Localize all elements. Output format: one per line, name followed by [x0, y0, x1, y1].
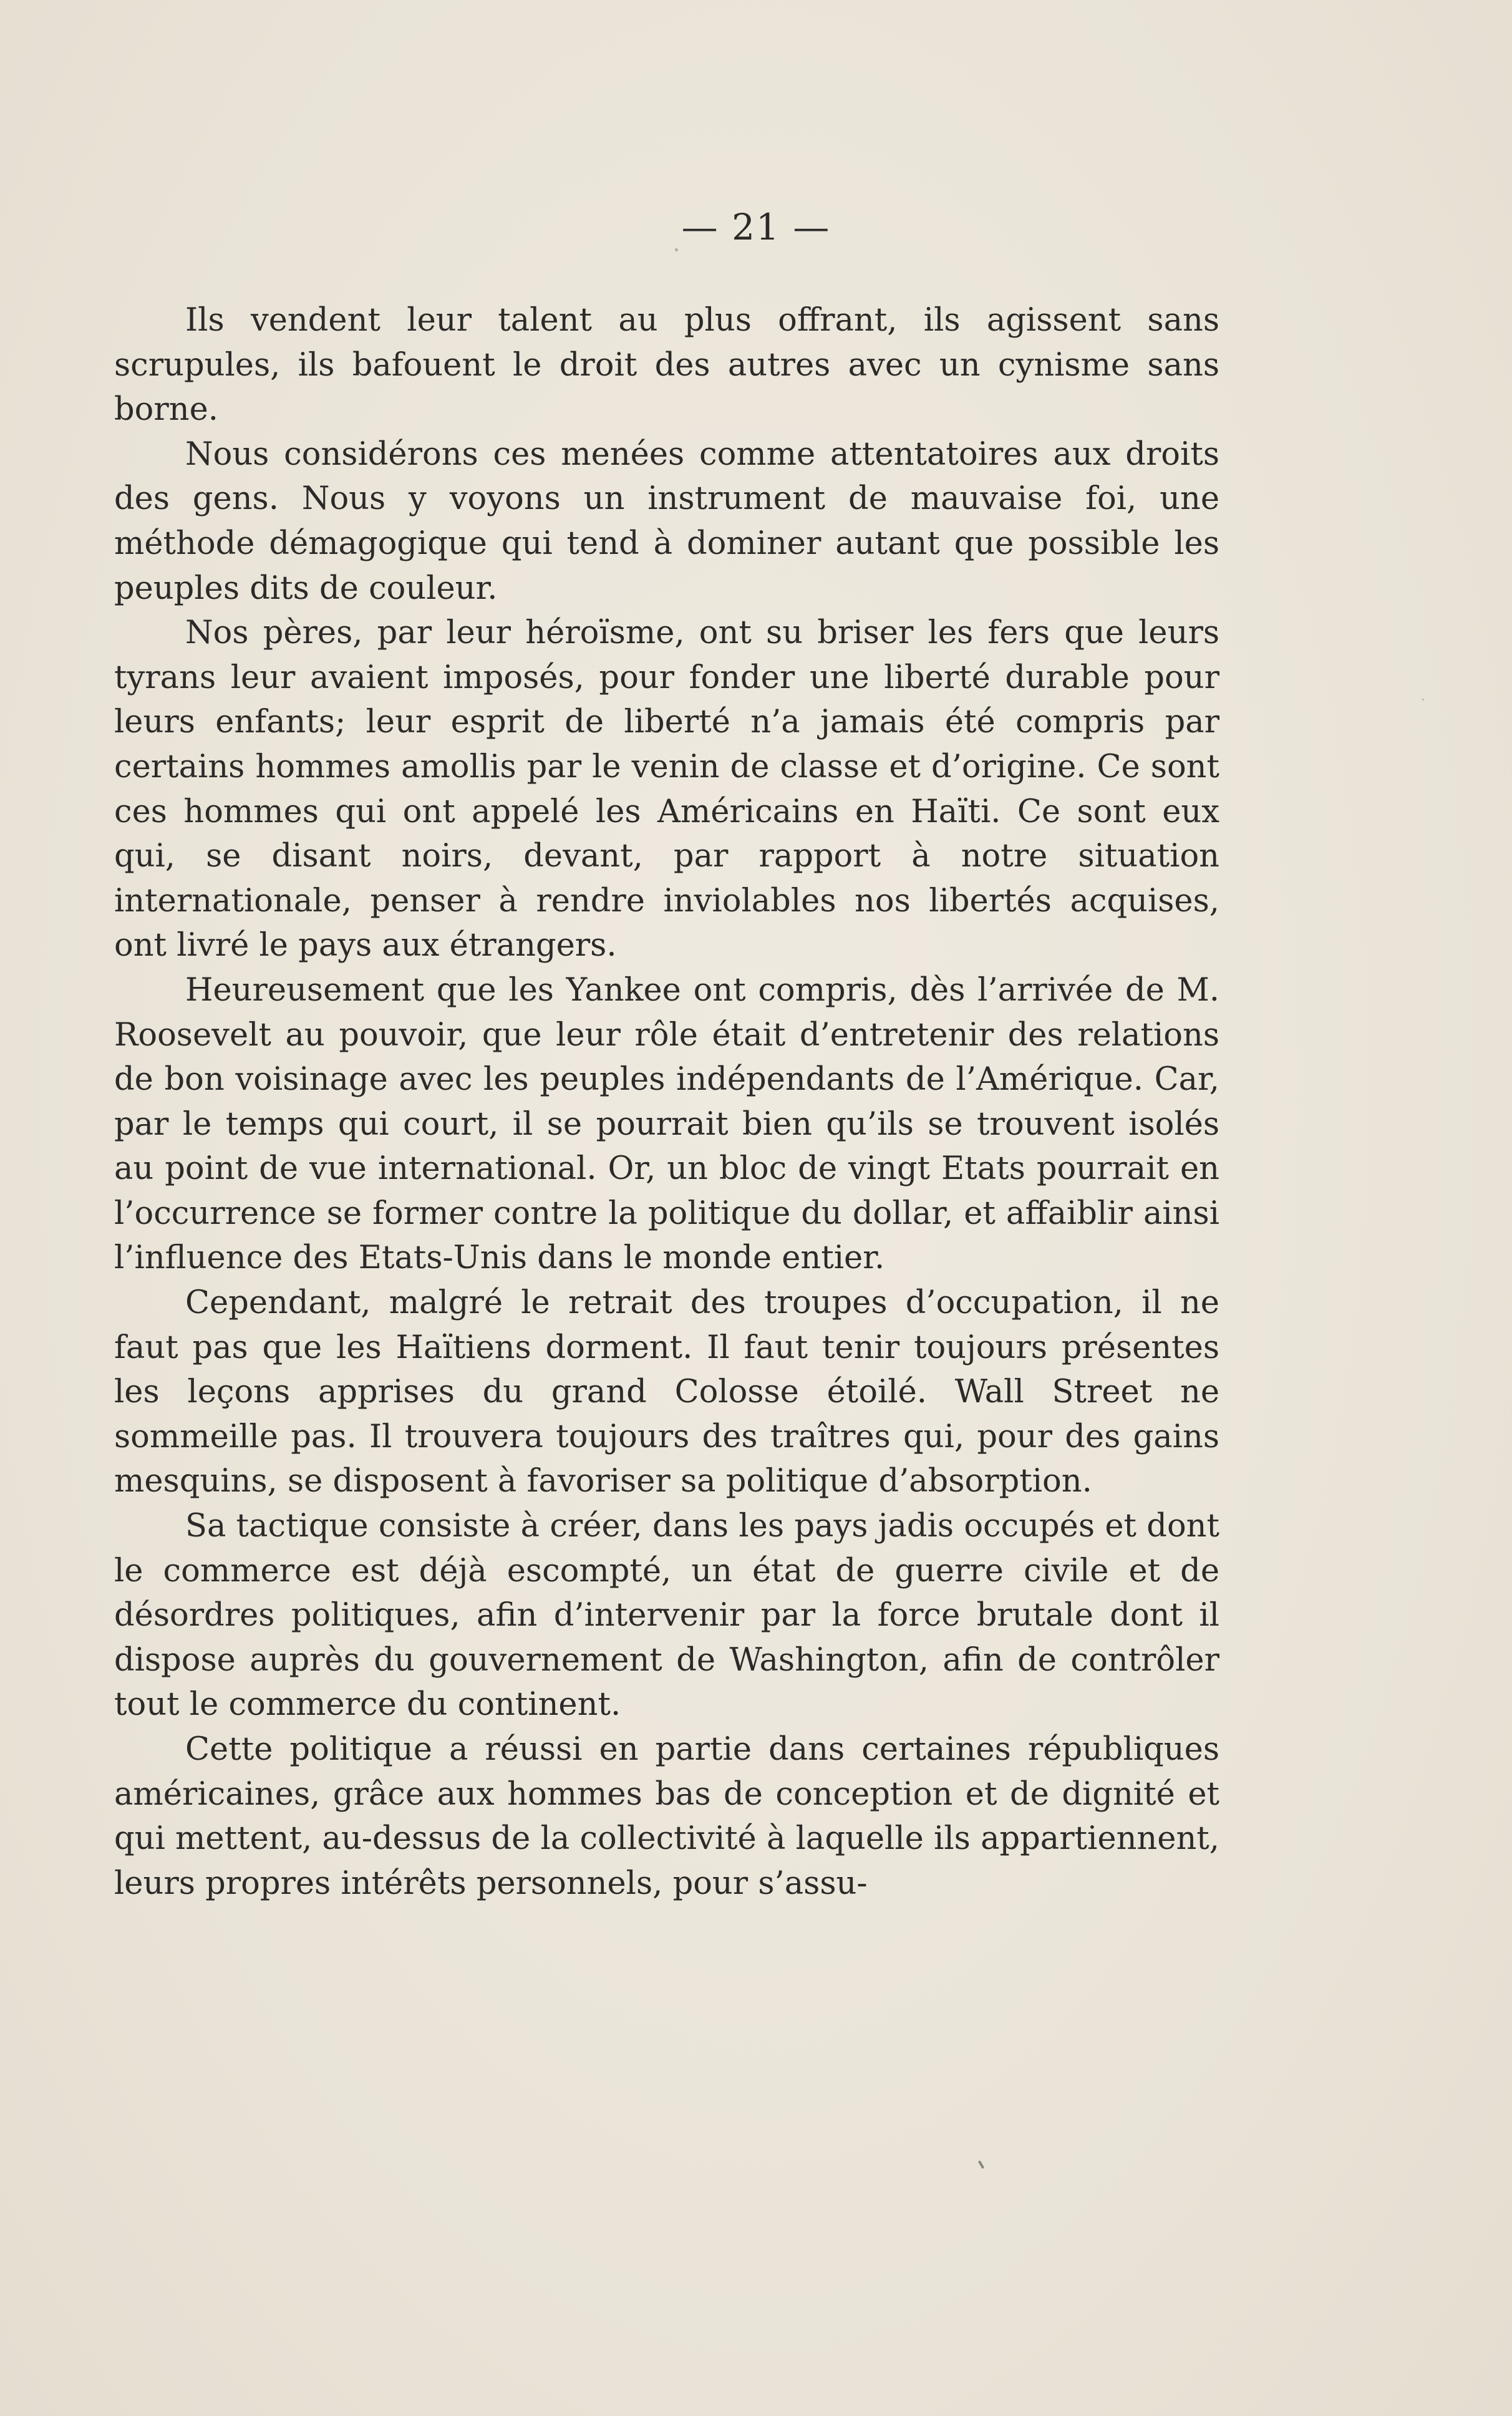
paragraph: Nos pères, par leur héroïsme, ont su briser les fers que leurs tyrans leur avaient imposés, pour fonder une liberté durable pour leurs enfants; leur esprit de liberté n’a jamais été compris par certains hommes amollis par le venin de classe et d’origine. Ce sont ces hommes qui ont appelé les Américains en Haïti. Ce sont eux qui, se disant noirs, devant, par rapport à notre situation internationale, penser à rendre inviolables nos libertés acquises, ont livré le pays aux étrangers. — [114, 614, 1219, 964]
paper-speck — [978, 2160, 984, 2169]
body-text — [114, 298, 1219, 1906]
paragraph: Ils vendent leur talent au plus offrant, ils agissent sans scrupules, ils bafouent le droit des autres avec un cynisme sans borne. — [114, 302, 1219, 429]
paragraph: Cependant, malgré le retrait des troupes d’occupation, il ne faut pas que les Haïtiens dorment. Il faut tenir toujours présentes les leçons apprises du grand Colosse étoilé. Wall Street ne sommeille pas. Il trouvera toujours des traîtres qui, pour des gains mesquins, se disposent à favoriser sa politique d’absorption. — [114, 1284, 1219, 1500]
page-number: — 21 — — [681, 206, 831, 248]
paper-speck — [1422, 699, 1424, 701]
paragraph: Sa tactique consiste à créer, dans les pays jadis occupés et dont le commerce est déjà escompté, un état de guerre civile et de désordres politiques, afin d’intervenir par la force brutale dont il dispose auprès du gouvernement de Washington, afin de contrôler tout le commerce du continent. — [114, 1508, 1219, 1724]
paragraph: Nous considérons ces menées comme attentatoires aux droits des gens. Nous y voyons un instrument de mauvaise foi, une méthode démagogique qui tend à dominer autant que possible les peuples dits de couleur. — [114, 435, 1219, 607]
paragraph: Cette politique a réussi en partie dans certaines républiques américaines, grâce aux hommes bas de conception et de dignité et qui mettent, au-dessus de la collectivité à laquelle ils appartiennent, leurs propres intérêts personnels, pour s’assu- — [114, 1731, 1219, 1902]
paragraph: Heureusement que les Yankee ont compris, dès l’arrivée de M. Roosevelt au pouvoir, que leur rôle était d’entretenir des relations de bon voisinage avec les peuples indépendants de l’Amérique. Car, par le temps qui court, il se pourrait bien qu’ils se trouvent isolés au point de vue international. Or, un bloc de vingt Etats pourrait en l’occurrence se former contre la politique du dollar, et affaiblir ainsi l’influence des Etats-Unis dans le monde entier. — [114, 971, 1219, 1277]
paper-speck — [675, 248, 678, 251]
